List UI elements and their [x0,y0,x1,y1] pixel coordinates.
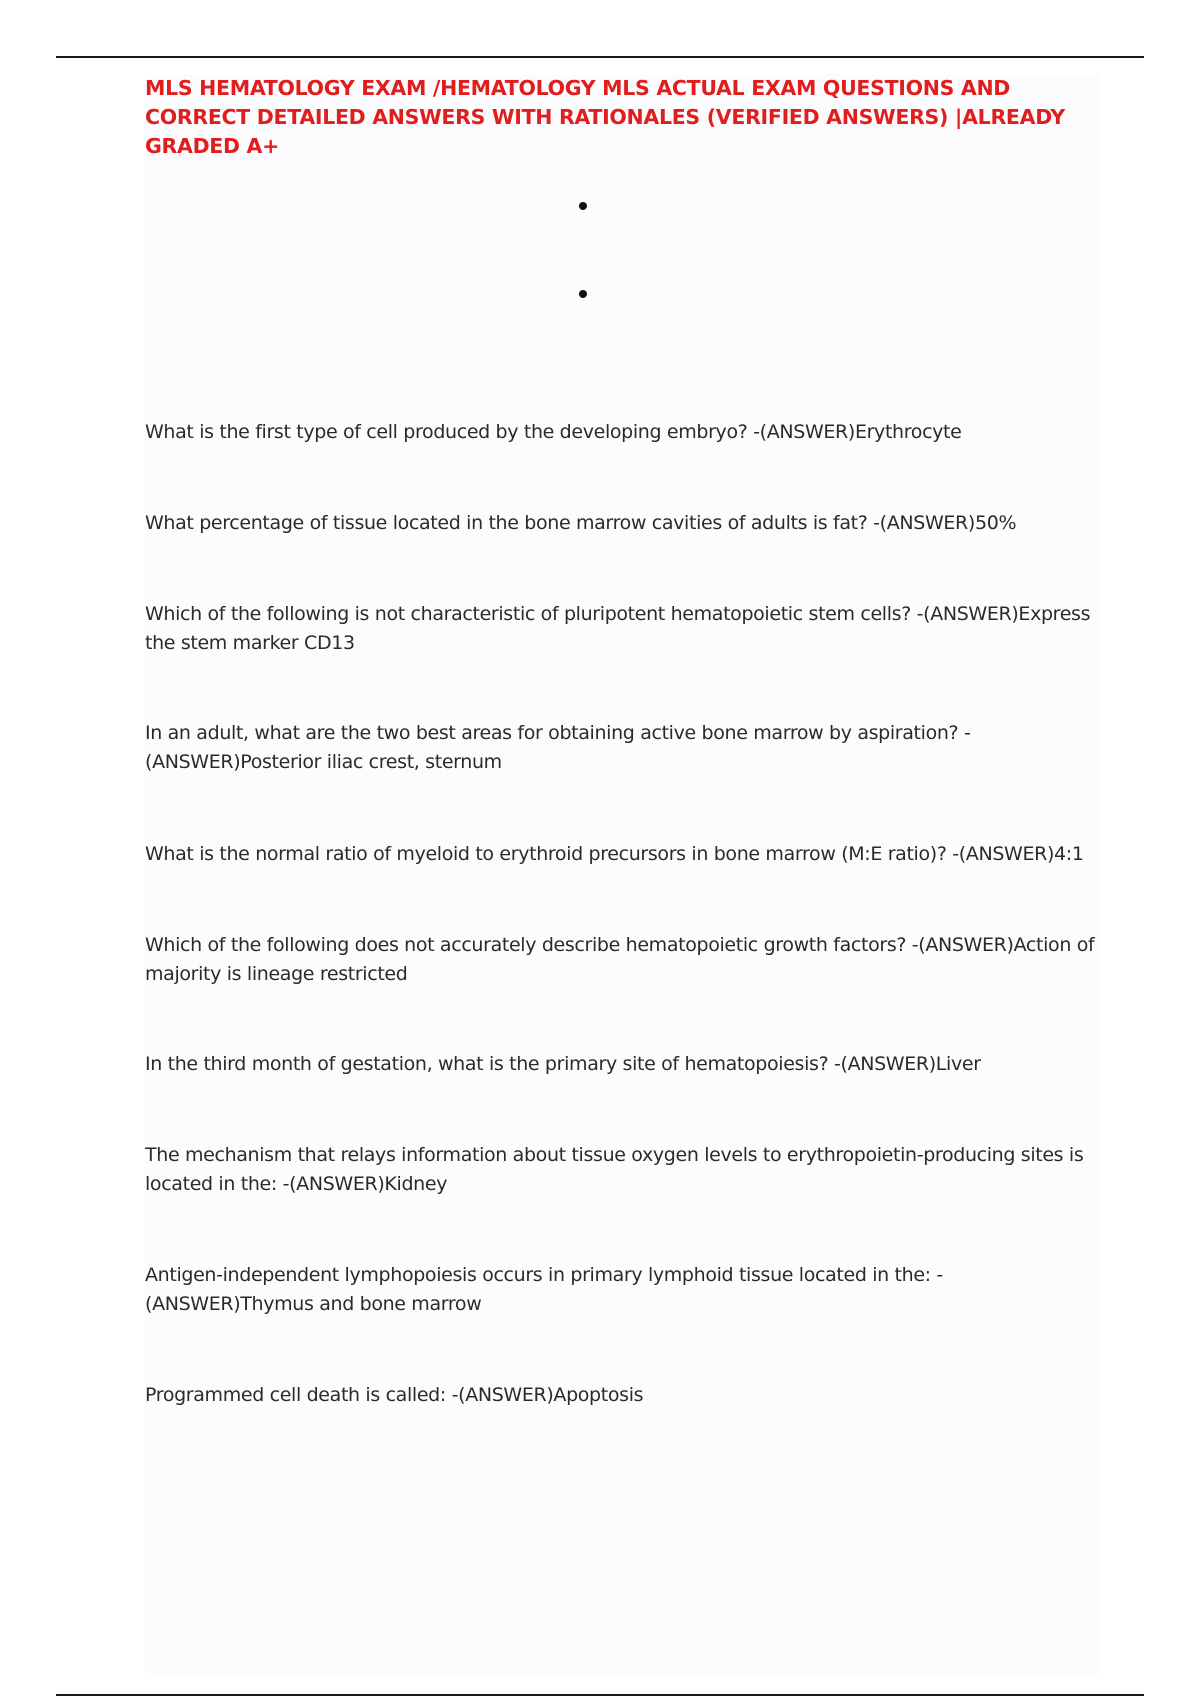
qa-item-7: In the third month of gestation, what is the primary site of hematopoiesis? -(ANSWER)Liver [145,1053,981,1075]
footer-rule [56,1694,1144,1696]
qa-item-2: What percentage of tissue located in the bone marrow cavities of adults is fat? -(ANSWER)50% [145,512,1017,534]
page-content [145,74,1100,1674]
qa-item-4: In an adult, what are the two best areas for obtaining active bone marrow by aspiration? -(ANSWER)Posterior iliac crest, sternum [145,722,971,773]
qa-item-5: What is the normal ratio of myeloid to erythroid precursors in bone marrow (M:E ratio)? -(ANSWER)4:1 [145,843,1084,865]
bullet-icon [579,290,587,298]
bullet-icon [579,202,587,210]
qa-item-8: The mechanism that relays information about tissue oxygen levels to erythropoietin-producing sites is located in the: -(ANSWER)Kidney [145,1144,1084,1195]
header-rule [56,56,1144,58]
qa-item-9: Antigen-independent lymphopoiesis occurs in primary lymphoid tissue located in the: -(ANSWER)Thymus and bone marrow [145,1264,943,1315]
qa-item-6: Which of the following does not accurately describe hematopoietic growth factors? -(ANSWER)Action of majority is lineage restricted [145,934,1095,985]
document-title: MLS HEMATOLOGY EXAM /HEMATOLOGY MLS ACTUAL EXAM QUESTIONS AND CORRECT DETAILED ANSWERS WITH RATIONALES (VERIFIED ANSWERS) |ALREADY GRADED A+ [145,76,1065,158]
qa-item-10: Programmed cell death is called: -(ANSWER)Apoptosis [145,1384,644,1406]
qa-item-3: Which of the following is not characteristic of pluripotent hematopoietic stem cells? -(ANSWER)Express the stem marker CD13 [145,603,1091,654]
qa-item-1: What is the first type of cell produced by the developing embryo? -(ANSWER)Erythrocyte [145,421,962,443]
